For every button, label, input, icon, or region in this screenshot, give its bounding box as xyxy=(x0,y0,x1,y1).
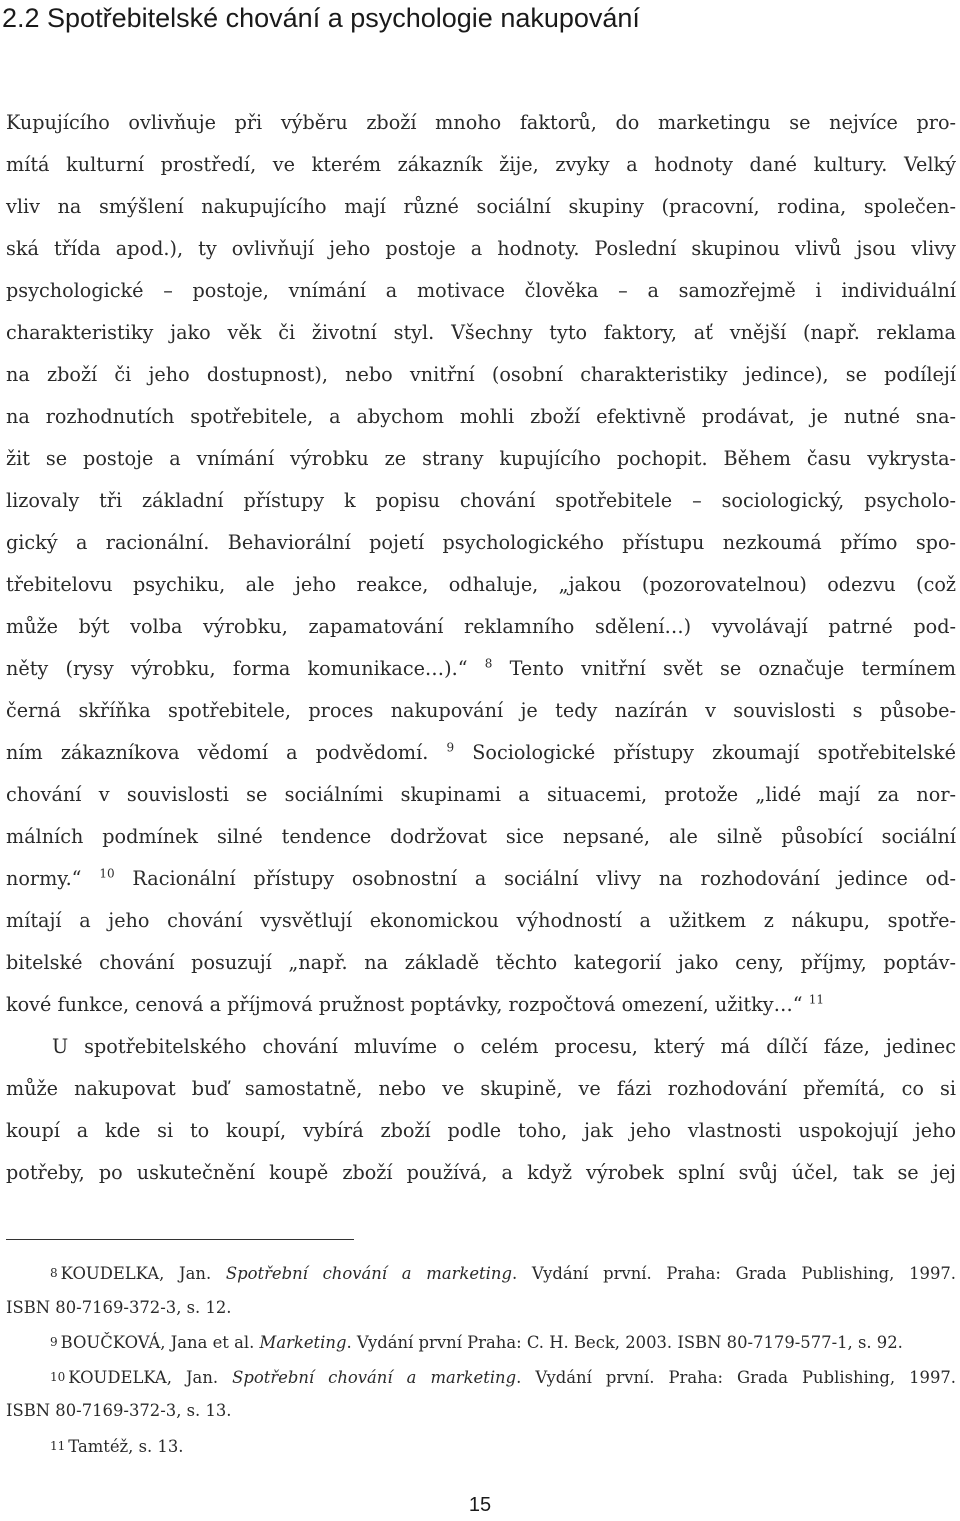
line-text: může být volba výrobku, zapamatování reklamního sdělení…) vyvolávají patrné pod- xyxy=(6,615,956,638)
text-line xyxy=(6,480,956,522)
footnote-author: BOUČKOVÁ, Jana et al. xyxy=(60,1333,260,1352)
line-text: vliv na smýšlení nakupujícího mají různé sociální skupiny (pracovní, rodina, společen- xyxy=(6,195,956,218)
line-text: gický a racionální. Behaviorální pojetí psychologického přístupu nezkoumá přímo spo- xyxy=(6,531,956,554)
text-line xyxy=(6,396,956,438)
footnote-title: Marketing xyxy=(259,1333,347,1352)
line-text: psychologické – postoje, vnímání a motivace člověka – a samozřejmě i individuální xyxy=(6,279,956,302)
paragraph-2 xyxy=(6,1026,956,1194)
footnote-11 xyxy=(6,1429,956,1464)
text-line xyxy=(6,144,956,186)
line-text-continued: Racionální přístupy osobnostní a sociální vlivy na rozhodování jedince od- xyxy=(114,867,956,890)
line-text: chování v souvislosti se sociálními skupinami a situacemi, protože „lidé mají za nor- xyxy=(6,783,956,806)
footnote-title: Spotřební chování a marketing xyxy=(225,1264,512,1283)
footnote-details: . Vydání první Praha: C. H. Beck, 2003. ISBN 80-7179-577-1, s. 92. xyxy=(346,1333,903,1352)
text-line xyxy=(6,522,956,564)
footnote-number: 11 xyxy=(50,1438,66,1453)
line-text: něty (rysy výrobku, forma komunikace…).“ xyxy=(6,657,468,680)
footnote-continuation: ISBN 80-7169-372-3, s. 12. xyxy=(6,1297,232,1317)
line-text-continued: Tento vnitřní svět se označuje termínem xyxy=(492,657,956,680)
text-line xyxy=(6,816,956,858)
text-line xyxy=(6,102,956,144)
text-line xyxy=(6,354,956,396)
text-line xyxy=(6,1110,956,1152)
footnote-details: . Vydání první. Praha: Grada Publishing, 1997. xyxy=(516,1367,957,1387)
paragraph-1 xyxy=(6,102,956,1026)
line-text: U spotřebitelského chování mluvíme o celém procesu, který má dílčí fáze, jedinec xyxy=(52,1035,956,1058)
line-text: žit se postoje a vnímání výrobku ze strany kupujícího pochopit. Během času vykrysta- xyxy=(6,447,956,470)
line-text: mítají a jeho chování vysvětlují ekonomickou výhodností a užitkem z nákupu, spotře- xyxy=(6,909,956,932)
footnote-reference[interactable]: 9 xyxy=(446,740,455,755)
line-text: potřeby, po uskutečnění koupě zboží používá, a když výrobek splní svůj účel, tak se jej xyxy=(6,1161,956,1184)
text-line xyxy=(6,648,956,690)
line-text: koupí a kde si to koupí, vybírá zboží podle toho, jak jeho vlastnosti uspokojují jeho xyxy=(6,1119,956,1142)
line-text: mítá kulturní prostředí, ve kterém zákazník žije, zvyky a hodnoty dané kultury. Velký xyxy=(6,153,956,176)
line-text: na zboží či jeho dostupnost), nebo vnitřní (osobní charakteristiky jedince), se podílejí xyxy=(6,363,956,386)
line-text: kové funkce, cenová a příjmová pružnost poptávky, rozpočtová omezení, užitky…“ xyxy=(6,993,803,1016)
footnotes xyxy=(6,1256,956,1463)
footnote-separator xyxy=(6,1239,354,1240)
text-line xyxy=(6,774,956,816)
text-line xyxy=(6,984,956,1026)
footnote-reference[interactable]: 10 xyxy=(99,866,115,881)
text-line xyxy=(6,1068,956,1110)
line-text: ním zákazníkova vědomí a podvědomí. xyxy=(6,741,429,764)
footnote-reference[interactable]: 8 xyxy=(484,656,493,671)
line-text: třebitelovu psychiku, ale jeho reakce, odhaluje, „jakou (pozorovatelnou) odezvu (což xyxy=(6,573,956,596)
line-text: lizovaly tři základní přístupy k popisu chování spotřebitele – sociologický, psycholo- xyxy=(6,489,956,512)
text-line xyxy=(6,186,956,228)
line-text: bitelské chování posuzují „např. na základě těchto kategorií jako ceny, příjmy, poptáv- xyxy=(6,951,956,974)
footnote-number: 9 xyxy=(50,1335,58,1349)
body-text xyxy=(6,102,956,1194)
line-text: na rozhodnutích spotřebitele, a abychom mohli zboží efektivně prodávat, je nutné sna- xyxy=(6,405,956,428)
text-line xyxy=(6,1152,956,1194)
line-text: normy.“ xyxy=(6,867,82,890)
line-text: ská třída apod.), ty ovlivňují jeho postoje a hodnoty. Poslední skupinou vlivů jsou vlivy xyxy=(6,237,956,260)
footnote-author: KOUDELKA, Jan. xyxy=(60,1264,226,1283)
footnote-number: 10 xyxy=(50,1369,66,1384)
line-text: Kupujícího ovlivňuje při výběru zboží mnoho faktorů, do marketingu se nejvíce pro- xyxy=(6,111,956,134)
line-text: charakteristiky jako věk či životní styl. Všechny tyto faktory, ať vnější (např. reklama xyxy=(6,321,956,344)
footnote-9 xyxy=(6,1325,956,1360)
footnote-10 xyxy=(6,1360,956,1395)
text-line xyxy=(6,732,956,774)
footnote-title: Spotřební chování a marketing xyxy=(232,1367,517,1387)
text-line xyxy=(6,438,956,480)
text-line xyxy=(6,228,956,270)
text-line xyxy=(6,900,956,942)
section-heading: 2.2 Spotřebitelské chování a psychologie nakupování xyxy=(2,3,640,33)
line-text-continued: Sociologické přístupy zkoumají spotřebitelské xyxy=(454,741,957,764)
line-text: může nakupovat buď samostatně, nebo ve skupině, ve fázi rozhodování přemítá, co si xyxy=(6,1077,956,1100)
page-number: 15 xyxy=(468,1494,492,1516)
footnote-continuation: ISBN 80-7169-372-3, s. 13. xyxy=(6,1401,232,1420)
text-line xyxy=(6,690,956,732)
footnote-number: 8 xyxy=(50,1266,58,1280)
footnote-author: KOUDELKA, Jan. xyxy=(68,1367,233,1387)
text-line xyxy=(6,564,956,606)
footnote-reference[interactable]: 11 xyxy=(808,992,824,1007)
text-line xyxy=(6,312,956,354)
line-text: černá skříňka spotřebitele, proces nakupování je tedy nazírán v souvislosti s působe- xyxy=(6,699,956,722)
text-line xyxy=(6,942,956,984)
footnote-8 xyxy=(6,1256,956,1291)
line-text: málních podmínek silné tendence dodržovat sice nepsané, ale silně působící sociální xyxy=(6,825,956,848)
text-line xyxy=(6,270,956,312)
footnote-author: Tamtéž, s. 13. xyxy=(68,1436,184,1456)
text-line xyxy=(6,858,956,900)
text-line xyxy=(6,606,956,648)
text-line xyxy=(6,1026,956,1068)
footnote-details: . Vydání první. Praha: Grada Publishing, 1997. xyxy=(511,1264,957,1283)
